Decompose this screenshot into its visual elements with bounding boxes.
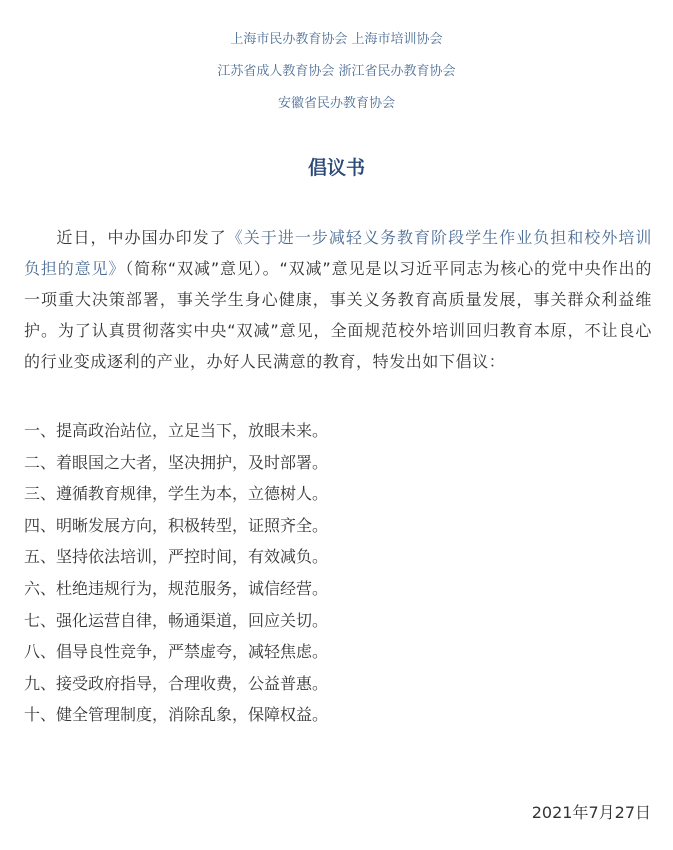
proposal-item-6: 六、杜绝违规行为，规范服务，诚信经营。 bbox=[24, 578, 329, 598]
organization-line-1: 上海市民办教育协会 上海市培训协会 bbox=[230, 32, 443, 47]
intro-lead-text: 近日，中办国办印发了 bbox=[56, 228, 227, 247]
proposal-item-1: 一、提高政治站位，立足当下，放眼未来。 bbox=[24, 421, 329, 440]
document-title: 倡议书 bbox=[307, 157, 365, 179]
proposal-item-2: 二、着眼国之大者，坚决拥护，及时部署。 bbox=[24, 452, 329, 472]
intro-paragraph bbox=[24, 222, 652, 377]
proposal-item-10: 十、健全管理制度，消除乱象，保障权益。 bbox=[24, 705, 329, 725]
organization-line-2: 江苏省成人教育协会 浙江省民办教育协会 bbox=[217, 64, 456, 79]
proposal-item-4: 四、明晰发展方向，积极转型，证照齐全。 bbox=[24, 515, 329, 535]
referenced-document-title: 《关于进一步减轻义务教育阶段学生作业负担和校外培训负担的意见》 bbox=[24, 228, 652, 278]
organization-line-3: 安徽省民办教育协会 bbox=[277, 96, 395, 111]
proposal-item-9: 九、接受政府指导，合理收费，公益普惠。 bbox=[24, 673, 329, 693]
proposal-item-3: 三、遵循教育规律，学生为本，立德树人。 bbox=[24, 484, 329, 504]
proposal-item-5: 五、坚持依法培训，严控时间，有效减负。 bbox=[24, 547, 329, 567]
intro-body-text: （简称“双减”意见）。“双减”意见是以习近平同志为核心的党中央作出的一项重大决策部署，事关学生身心健康，事关义务教育高质量发展，事关群众利益维护。为了认真贯彻落实中央“双减”意见，全面规范校外培训回归教育本原，不让良心的行业变成逐利的产业，办好人民满意的教育，特发出如下倡议： bbox=[24, 259, 653, 371]
proposal-item-7: 七、强化运营自律，畅通渠道，回应关切。 bbox=[24, 610, 329, 630]
issuing-organizations bbox=[0, 24, 673, 120]
proposal-item-8: 八、倡导良性竞争，严禁虚夸，减轻焦虑。 bbox=[24, 642, 329, 662]
issue-date: 2021年7月27日 bbox=[531, 803, 651, 822]
proposal-list bbox=[24, 415, 652, 731]
